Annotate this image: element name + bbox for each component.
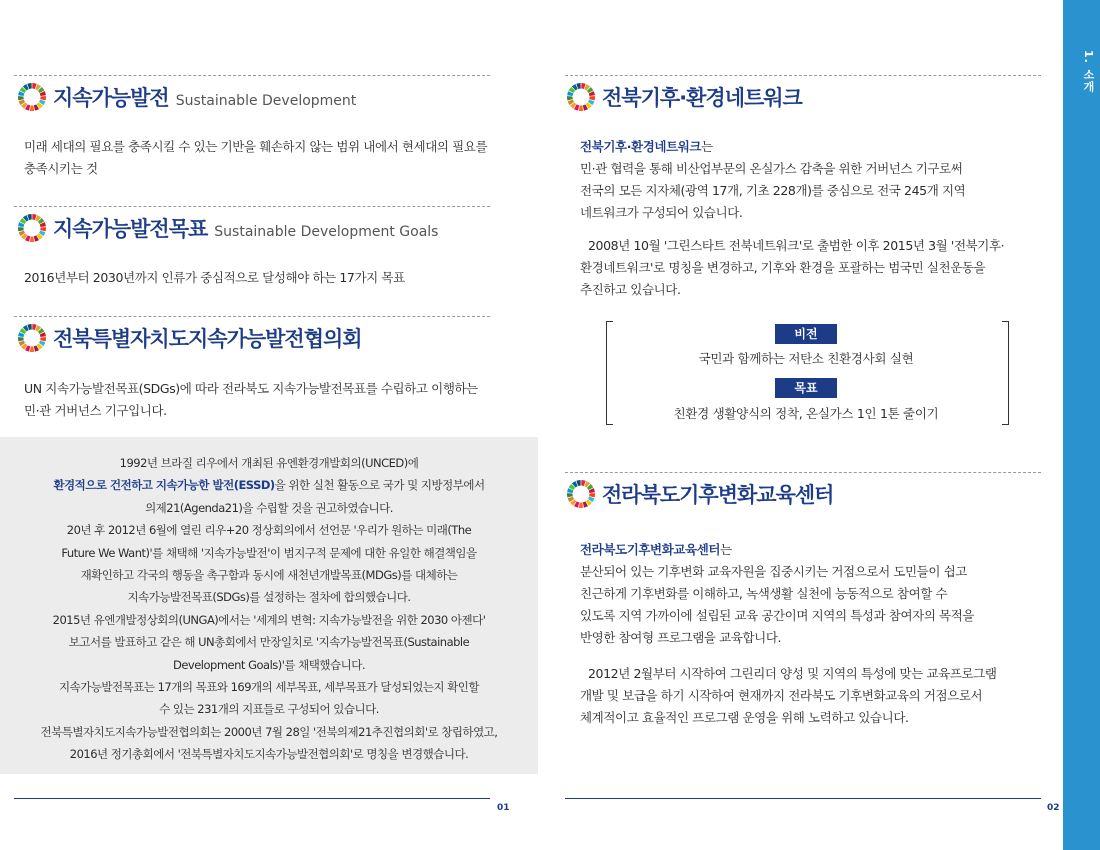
text-line: 지속가능발전목표는 17개의 목표와 169개의 세부목표, 세부목표가 달성되었는지 확인할	[58, 680, 480, 695]
text-line	[0, 474, 538, 496]
vision-text: 국민과 함께하는 저탄소 친환경사회 실현	[698, 351, 914, 366]
sdg-wheel-segment	[589, 493, 595, 497]
sdg-wheel-icon	[17, 323, 47, 353]
text-line: 2016년 정기총회에서 '전북특별자치도지속가능발전협의회'로 명칭을 변경했습니다.	[69, 747, 469, 762]
text-line: 재확인하고 각국의 행동을 촉구함과 동시에 새천년개발목표(MDGs)를 대체하는	[80, 568, 458, 583]
section-divider	[565, 75, 1041, 76]
footer-rule	[14, 798, 490, 799]
heading-climate-network	[566, 82, 802, 113]
sdg-wheel-segment	[40, 96, 46, 100]
network-history	[580, 235, 1004, 301]
sdg-wheel-segment	[567, 96, 573, 100]
sdg-wheel-segment	[579, 502, 583, 508]
sdg-wheel-segment	[40, 337, 46, 341]
text-line: 전국의 모든 지자체(광역 17개, 기초 228개)를 중심으로 전국 245개 지역	[580, 183, 966, 198]
sdg-wheel-segment	[18, 337, 24, 341]
center-history	[580, 663, 997, 729]
heading-council	[17, 323, 362, 354]
text-line: 의제21(Agenda21)을 수립할 것을 권고하였습니다.	[145, 500, 393, 515]
section-divider	[14, 206, 490, 207]
text-line	[580, 136, 965, 158]
sdg-wheel-icon	[17, 82, 47, 112]
bracket-right	[1002, 321, 1009, 425]
heading-title: 지속가능발전	[53, 86, 169, 110]
center-name: 전라북도기후변화교육센터	[580, 542, 721, 557]
text-line: 반영한 참여형 프로그램을 교육합니다.	[580, 630, 782, 645]
text-fragment: 는	[720, 542, 732, 557]
text-line: 환경네트워크'로 명칭을 변경하고, 기후와 환경을 포괄하는 범국민 실천운동을	[580, 260, 986, 275]
footer-rule	[565, 798, 1041, 799]
sdg-wheel-segment	[40, 227, 46, 231]
vision-badge: 비전	[775, 324, 837, 344]
text-line: 체계적이고 효율적인 프로그램 운영을 위해 노력하고 있습니다.	[580, 710, 909, 725]
sdg-wheel-segment	[30, 346, 34, 352]
text-line: 네트워크가 구성되어 있습니다.	[580, 205, 743, 220]
history-text	[0, 452, 538, 766]
sdgs-paragraph	[24, 267, 405, 289]
sdg-wheel-segment	[18, 227, 24, 231]
text-line	[580, 539, 974, 561]
network-intro	[580, 136, 965, 224]
page-number: 02	[1047, 803, 1060, 813]
text-line: 민·관 협력을 통해 비산업부문의 온실가스 감축을 위한 거버넌스 기구로써	[580, 161, 963, 176]
text-fragment: 는	[701, 139, 713, 154]
heading-title: 전북특별자치도지속가능발전협의회	[53, 327, 362, 351]
page-number: 01	[497, 803, 510, 813]
text-line: 전북특별자치도지속가능발전협의회는 2000년 7월 28일 '전북의제21추진협의회'로 창립하였고,	[40, 724, 498, 739]
text-line: 보고서를 발표하고 같은 해 UN총회에서 만장일치로 '지속가능발전목표(Sustainable	[68, 635, 470, 650]
text-fragment: 을 위한 실천 활동으로 국가 및 지방정부에서	[274, 478, 485, 493]
sdg-wheel-icon	[566, 82, 596, 112]
heading-sustainable-development	[17, 82, 356, 113]
center-intro	[580, 539, 974, 649]
text-line: 민·관 거버넌스 기구입니다.	[24, 403, 167, 418]
text-line: 20년 후 2012년 6월에 열린 리우+20 정상회의에서 선언문 '우리가 원하는 미래(The	[66, 523, 472, 538]
text-line: 2012년 2월부터 시작하여 그린리더 양성 및 지역의 특성에 맞는 교육프로그램	[588, 666, 997, 681]
text-line: 2015년 유엔개발정상회의(UNGA)에서는 '세계의 변혁: 지속가능발전을 위한 2030 아젠다'	[52, 612, 486, 627]
heading-subtitle: Sustainable Development Goals	[214, 224, 439, 240]
network-name: 전북기후·환경네트워크	[580, 139, 702, 154]
highlight-essd: 환경적으로 건전하고 지속가능한 발전(ESSD)	[53, 478, 275, 493]
heading-subtitle: Sustainable Development	[175, 93, 357, 109]
heading-title: 전라북도기후변화교육센터	[602, 483, 834, 507]
chapter-tab	[1063, 0, 1100, 850]
sdg-wheel-segment	[30, 105, 34, 111]
text-line: 2008년 10월 '그린스타트 전북네트워크'로 출범한 이후 2015년 3월 '전북기후·	[588, 238, 1005, 253]
chapter-tab-label: 1. 소개	[1082, 50, 1095, 93]
text-line: 친근하게 기후변화를 이해하고, 녹색생활 실천에 능동적으로 참여할 수	[580, 586, 948, 601]
section-divider	[14, 316, 490, 317]
sdg-wheel-segment	[30, 236, 34, 242]
text-line: 충족시키는 것	[24, 161, 98, 176]
text-line: 미래 세대의 필요를 충족시킬 수 있는 기반을 훼손하지 않는 범위 내에서 현세대의 필요를	[24, 139, 488, 154]
council-paragraph	[24, 378, 478, 422]
goal-text: 친환경 생활양식의 정착, 온실가스 1인 1톤 줄이기	[673, 406, 939, 421]
section-divider	[14, 75, 490, 76]
text-line: 추진하고 있습니다.	[580, 282, 681, 297]
section-divider	[565, 472, 1041, 473]
goal-badge: 목표	[775, 378, 837, 398]
sdg-wheel-icon	[566, 479, 596, 509]
text-line: 개발 및 보급을 하기 시작하여 현재까지 전라북도 기후변화교육의 거점으로서	[580, 688, 983, 703]
text-line: 1992년 브라질 리우에서 개최된 유엔환경개발회의(UNCED)에	[119, 456, 419, 470]
text-line: UN 지속가능발전목표(SDGs)에 따라 전라북도 지속가능발전목표를 수립하고 이행하는	[24, 381, 478, 396]
text-line: Development Goals)'를 채택했습니다.	[173, 657, 365, 672]
text-line: 지속가능발전목표(SDGs)를 설정하는 절차에 합의했습니다.	[127, 590, 411, 605]
sdg-wheel-segment	[589, 96, 595, 100]
heading-title: 지속가능발전목표	[53, 217, 208, 241]
text-line: 분산되어 있는 기후변화 교육자원을 집중시키는 거점으로서 도민들이 쉽고	[580, 564, 967, 579]
text-line: 있도록 지역 가까이에 설립된 교육 공간이며 지역의 특성과 참여자의 목적을	[580, 608, 975, 623]
text-line: 2016년부터 2030년까지 인류가 중심적으로 달성해야 하는 17가지 목표	[24, 270, 405, 285]
sdg-wheel-segment	[567, 493, 573, 497]
sdg-wheel-segment	[579, 105, 583, 111]
heading-sdgs	[17, 213, 438, 244]
sdg-wheel-segment	[18, 96, 24, 100]
heading-education-center	[566, 479, 833, 510]
sdg-wheel-icon	[17, 213, 47, 243]
heading-title: 전북기후·환경네트워크	[602, 86, 802, 110]
text-line: 수 있는 231개의 지표들로 구성되어 있습니다.	[159, 702, 379, 717]
definition-paragraph	[24, 136, 487, 180]
text-line: Future We Want)'를 채택해 '지속가능발전'이 범지구적 문제에 대한 유일한 해결책임을	[61, 545, 477, 560]
